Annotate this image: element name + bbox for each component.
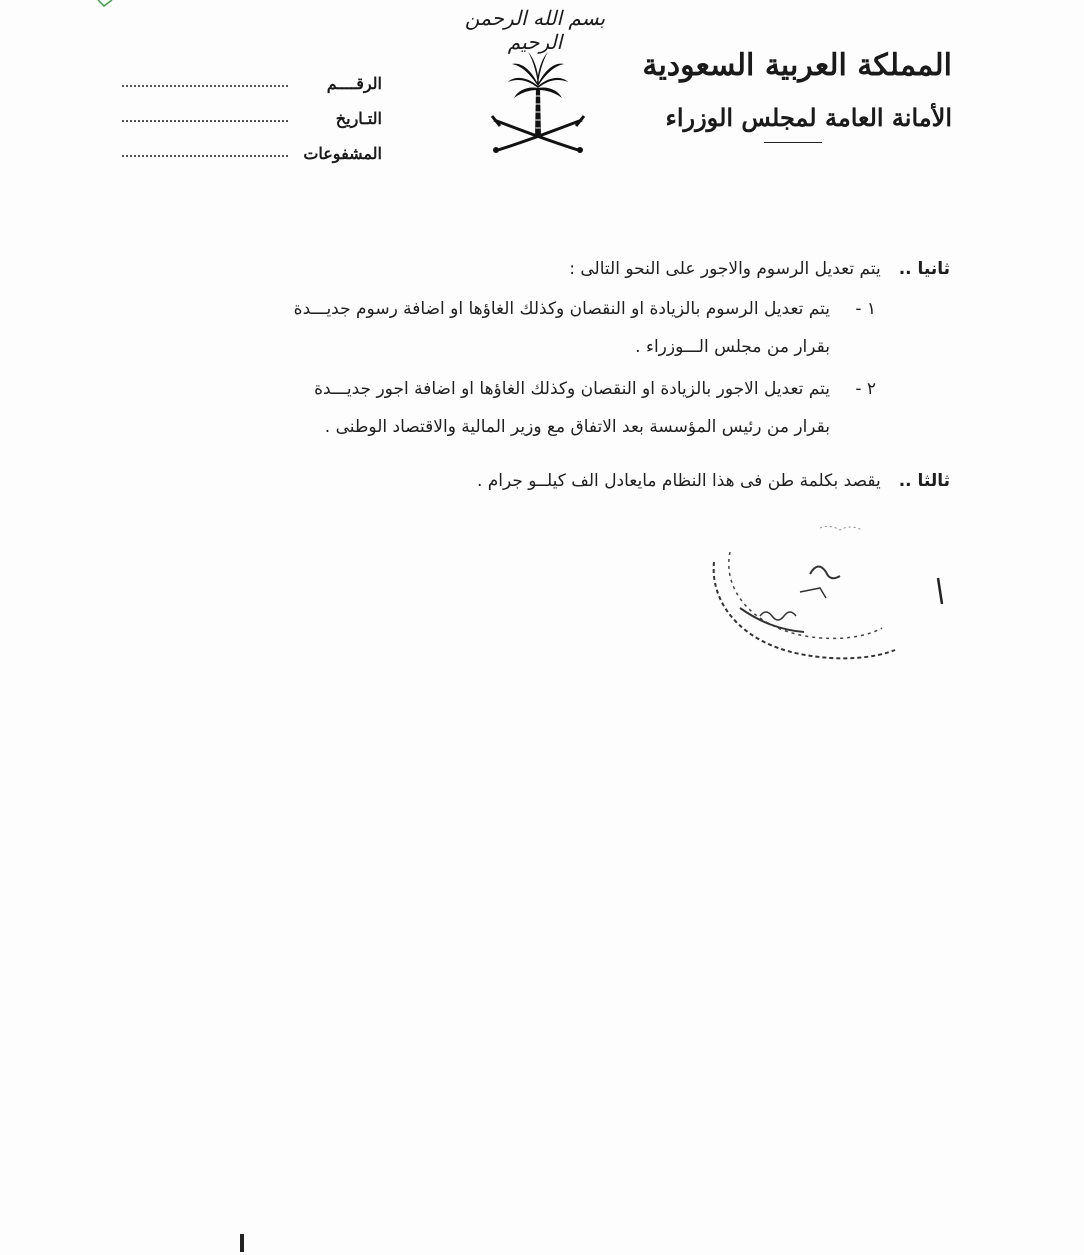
item-line: بقرار من مجلس الـــوزراء .: [635, 337, 830, 357]
list-item: [124, 290, 876, 366]
section-third-heading: [124, 464, 950, 498]
item-number: ١ -: [855, 299, 876, 319]
item-line: يتم تعديل الرسوم بالزيادة او النقصان وكذلك الغاؤها او اضافة رسوم جديـــدة: [293, 299, 830, 319]
document-body: [124, 252, 950, 498]
header-underline: [764, 142, 822, 143]
palm-and-swords-emblem-icon: [488, 46, 588, 154]
section-third: [124, 464, 950, 498]
section-second-heading: [124, 252, 950, 286]
date-field: [122, 93, 382, 128]
section-third-label: ثالثا ..: [898, 471, 950, 491]
list-item: [124, 370, 876, 446]
reference-fields: [122, 58, 382, 163]
number-label: الرقــــم: [326, 74, 382, 93]
corner-tick-icon: [96, 0, 114, 8]
number-dotted-line: [122, 85, 288, 87]
official-seal-stamp-icon: [700, 512, 960, 672]
attachments-label: المشفوعات: [303, 144, 382, 163]
number-field: [122, 58, 382, 93]
country-name: المملكة العربية السعودية: [642, 48, 952, 83]
attachments-dotted-line: [122, 155, 288, 157]
section-second: [124, 252, 950, 446]
item-text: [124, 370, 830, 446]
date-label: التـاريخ: [335, 109, 382, 128]
attachments-field: [122, 128, 382, 163]
section-third-text: يقصد بكلمة طن فى هذا النظام مايعادل الف كيلــو جرام .: [476, 471, 881, 491]
section-second-text: يتم تعديل الرسوم والاجور على النحو التالى :: [569, 259, 881, 279]
item-line: بقرار من رئيس المؤسسة بعد الاتفاق مع وزير المالية والاقتصاد الوطنى .: [324, 417, 830, 437]
section-second-label: ثانيا ..: [898, 259, 950, 279]
page-margin-mark: [240, 1234, 244, 1252]
item-text: [124, 290, 830, 366]
item-number: ٢ -: [855, 379, 876, 399]
date-dotted-line: [122, 120, 288, 122]
department-name: الأمانة العامة لمجلس الوزراء: [665, 103, 952, 132]
organization-header: [642, 44, 952, 143]
basmala: بسم الله الرحمن الرحيم: [464, 6, 606, 54]
item-line: يتم تعديل الاجور بالزيادة او النقصان وكذلك الغاؤها او اضافة اجور جديـــدة: [314, 379, 830, 399]
